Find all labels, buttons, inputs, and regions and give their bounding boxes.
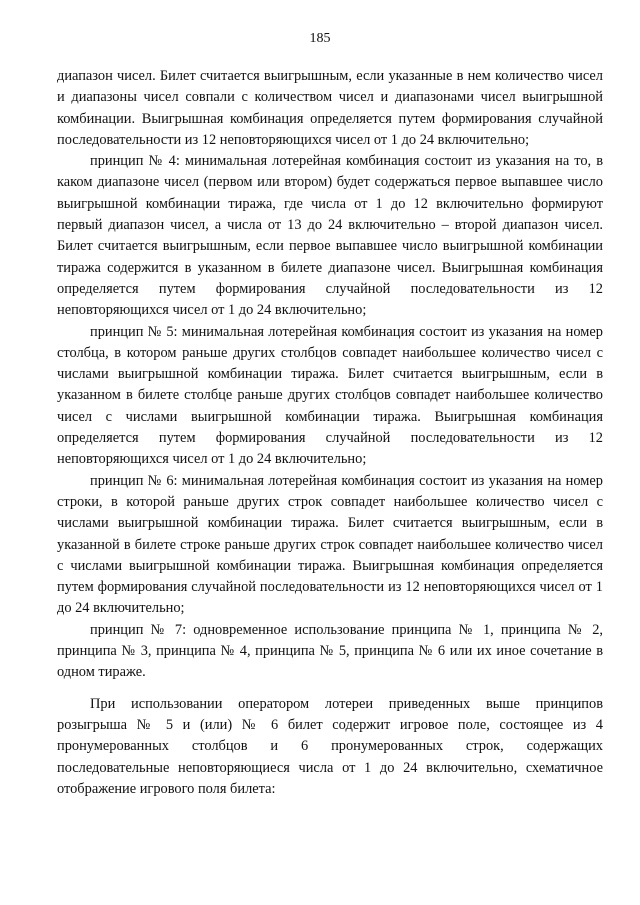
paragraph-continuation: диапазон чисел. Билет считается выигрышным, если указанные в нем количество чисел и диапазоны чисел совпали с количеством чисел и диапазонами чисел выигрышной комбинации. Выигрышная комбинация определяется путем формирования случайной последовательности из 12 неповторяющихся чисел от 1 до 24 включительно; (57, 68, 603, 148)
paragraph-principle-5: принцип № 5: минимальная лотерейная комбинация состоит из указания на номер столбца, в котором раньше других столбцов совпадет наибольшее количество чисел с числами выигрышной комбинации тиража. Билет считается выигрышным, если в указанном в билете столбце раньше других столбцов совпадет наибольшее количество чисел с числами выигрышной комбинации тиража. Выигрышная комбинация определяется путем формирования случайной последовательности из 12 неповторяющихся чисел от 1 до 24 включительно; (57, 323, 603, 468)
page-number: 185 (309, 31, 331, 46)
document-body (57, 66, 603, 800)
paragraph-principle-4: принцип № 4: минимальная лотерейная комбинация состоит из указания на то, в каком диапазоне чисел (первом или втором) будет содержаться первое выпавшее число выигрышной комбинации тиража, где числа от 1 до 12 включительно формируют первый диапазон чисел, а числа от 13 до 24 включительно – второй диапазон чисел. Билет считается выигрышным, если первое выпавшее число выигрышной комбинации тиража содержится в указанном в билете диапазоне чисел. Выигрышная комбинация определяется путем формирования случайной последовательности из 12 неповторяющихся чисел от 1 до 24 включительно; (57, 153, 603, 319)
paragraph-principle-7: принцип № 7: одновременное использование принципа № 1, принципа № 2, принципа № 3, принципа № 4, принципа № 5, принципа № 6 или их иное сочетание в одном тираже. (57, 621, 603, 681)
paragraph-game-field: При использовании оператором лотереи приведенных выше принципов розыгрыша № 5 и (или) № 6 билет содержит игровое поле, состоящее из 4 пронумерованных столбцов и 6 пронумерованных строк, содержащих последовательные неповторяющиеся числа от 1 до 24 включительно, схематичное отображение игрового поля билета: (57, 695, 603, 797)
paragraph-principle-6: принцип № 6: минимальная лотерейная комбинация состоит из указания на номер строки, в которой раньше других строк совпадет наибольшее количество чисел с числами выигрышной комбинации тиража. Билет считается выигрышным, если в указанной в билете строке раньше других строк совпадет наибольшее количество чисел с числами выигрышной комбинации тиража. Выигрышная комбинация определяется путем формирования случайной последовательности из 12 неповторяющихся чисел от 1 до 24 включительно; (57, 472, 603, 617)
